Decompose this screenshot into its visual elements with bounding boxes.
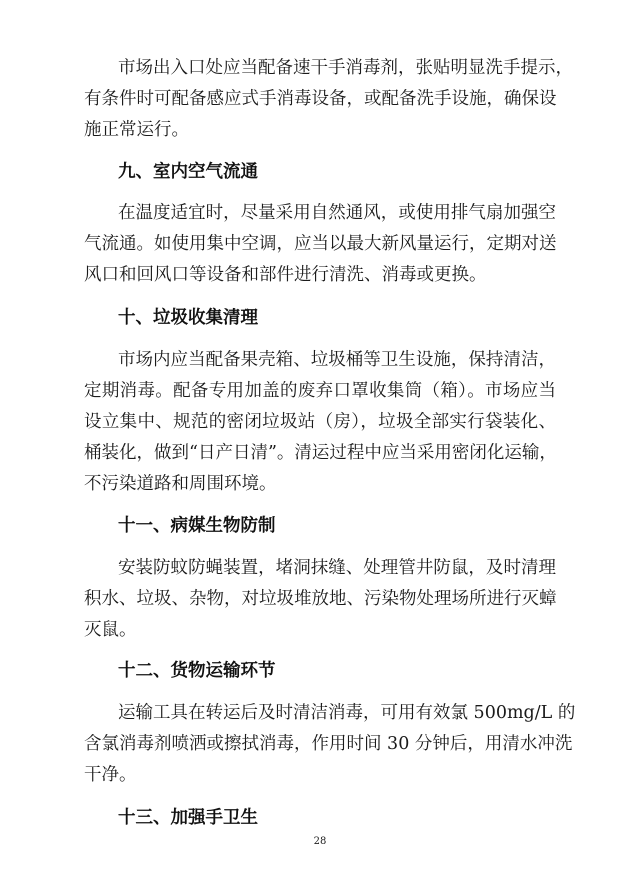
paragraph-line: 安装防蚊防蝇装置，堵洞抹缝、处理管井防鼠，及时清理 (118, 558, 556, 578)
paragraph-line: 运输工具在转运后及时清洁消毒，可用有效氯 500mg/L 的 (118, 703, 576, 723)
paragraph-line: 灭鼠。 (84, 620, 137, 640)
paragraph-line: 有条件时可配备感应式手消毒设备，或配备洗手设施，确保设 (84, 89, 557, 109)
paragraph-line: 施正常运行。 (84, 120, 189, 140)
paragraph-line: 不污染道路和周围环境。 (84, 474, 277, 494)
section-heading: 十一、病媒生物防制 (118, 516, 276, 536)
section-heading: 十三、加强手卫生 (118, 808, 258, 828)
section-heading: 十、垃圾收集清理 (118, 308, 258, 328)
paragraph-line: 含氯消毒剂喷洒或擦拭消毒，作用时间 30 分钟后，用清水冲洗 (84, 734, 573, 754)
paragraph-line: 定期消毒。配备专用加盖的废弃口罩收集筒（箱）。市场应当 (84, 381, 556, 401)
paragraph-line: 气流通。如使用集中空调，应当以最大新风量运行，定期对送 (84, 234, 557, 254)
paragraph-line: 在温度适宜时，尽量采用自然通风，或使用排气扇加强空 (118, 203, 556, 223)
paragraph-line: 市场内应当配备果壳箱、垃圾桶等卫生设施，保持清洁， (118, 350, 556, 370)
section-heading: 十二、货物运输环节 (118, 661, 276, 681)
paragraph-line: 风口和回风口等设备和部件进行清洗、消毒或更换。 (84, 265, 487, 285)
paragraph-line: 干净。 (84, 765, 137, 785)
paragraph-line: 积水、垃圾、杂物，对垃圾堆放地、污染物处理场所进行灭蟑 (84, 589, 557, 609)
paragraph-line: 设立集中、规范的密闭垃圾站（房），垃圾全部实行袋装化、 (84, 412, 556, 432)
page-number: 28 (313, 836, 327, 847)
paragraph-line: 市场出入口处应当配备速干手消毒剂，张贴明显洗手提示， (118, 58, 573, 78)
section-heading: 九、室内空气流通 (118, 162, 258, 182)
paragraph-line: 桶装化，做到“日产日清”。清运过程中应当采用密闭化运输， (84, 443, 557, 463)
